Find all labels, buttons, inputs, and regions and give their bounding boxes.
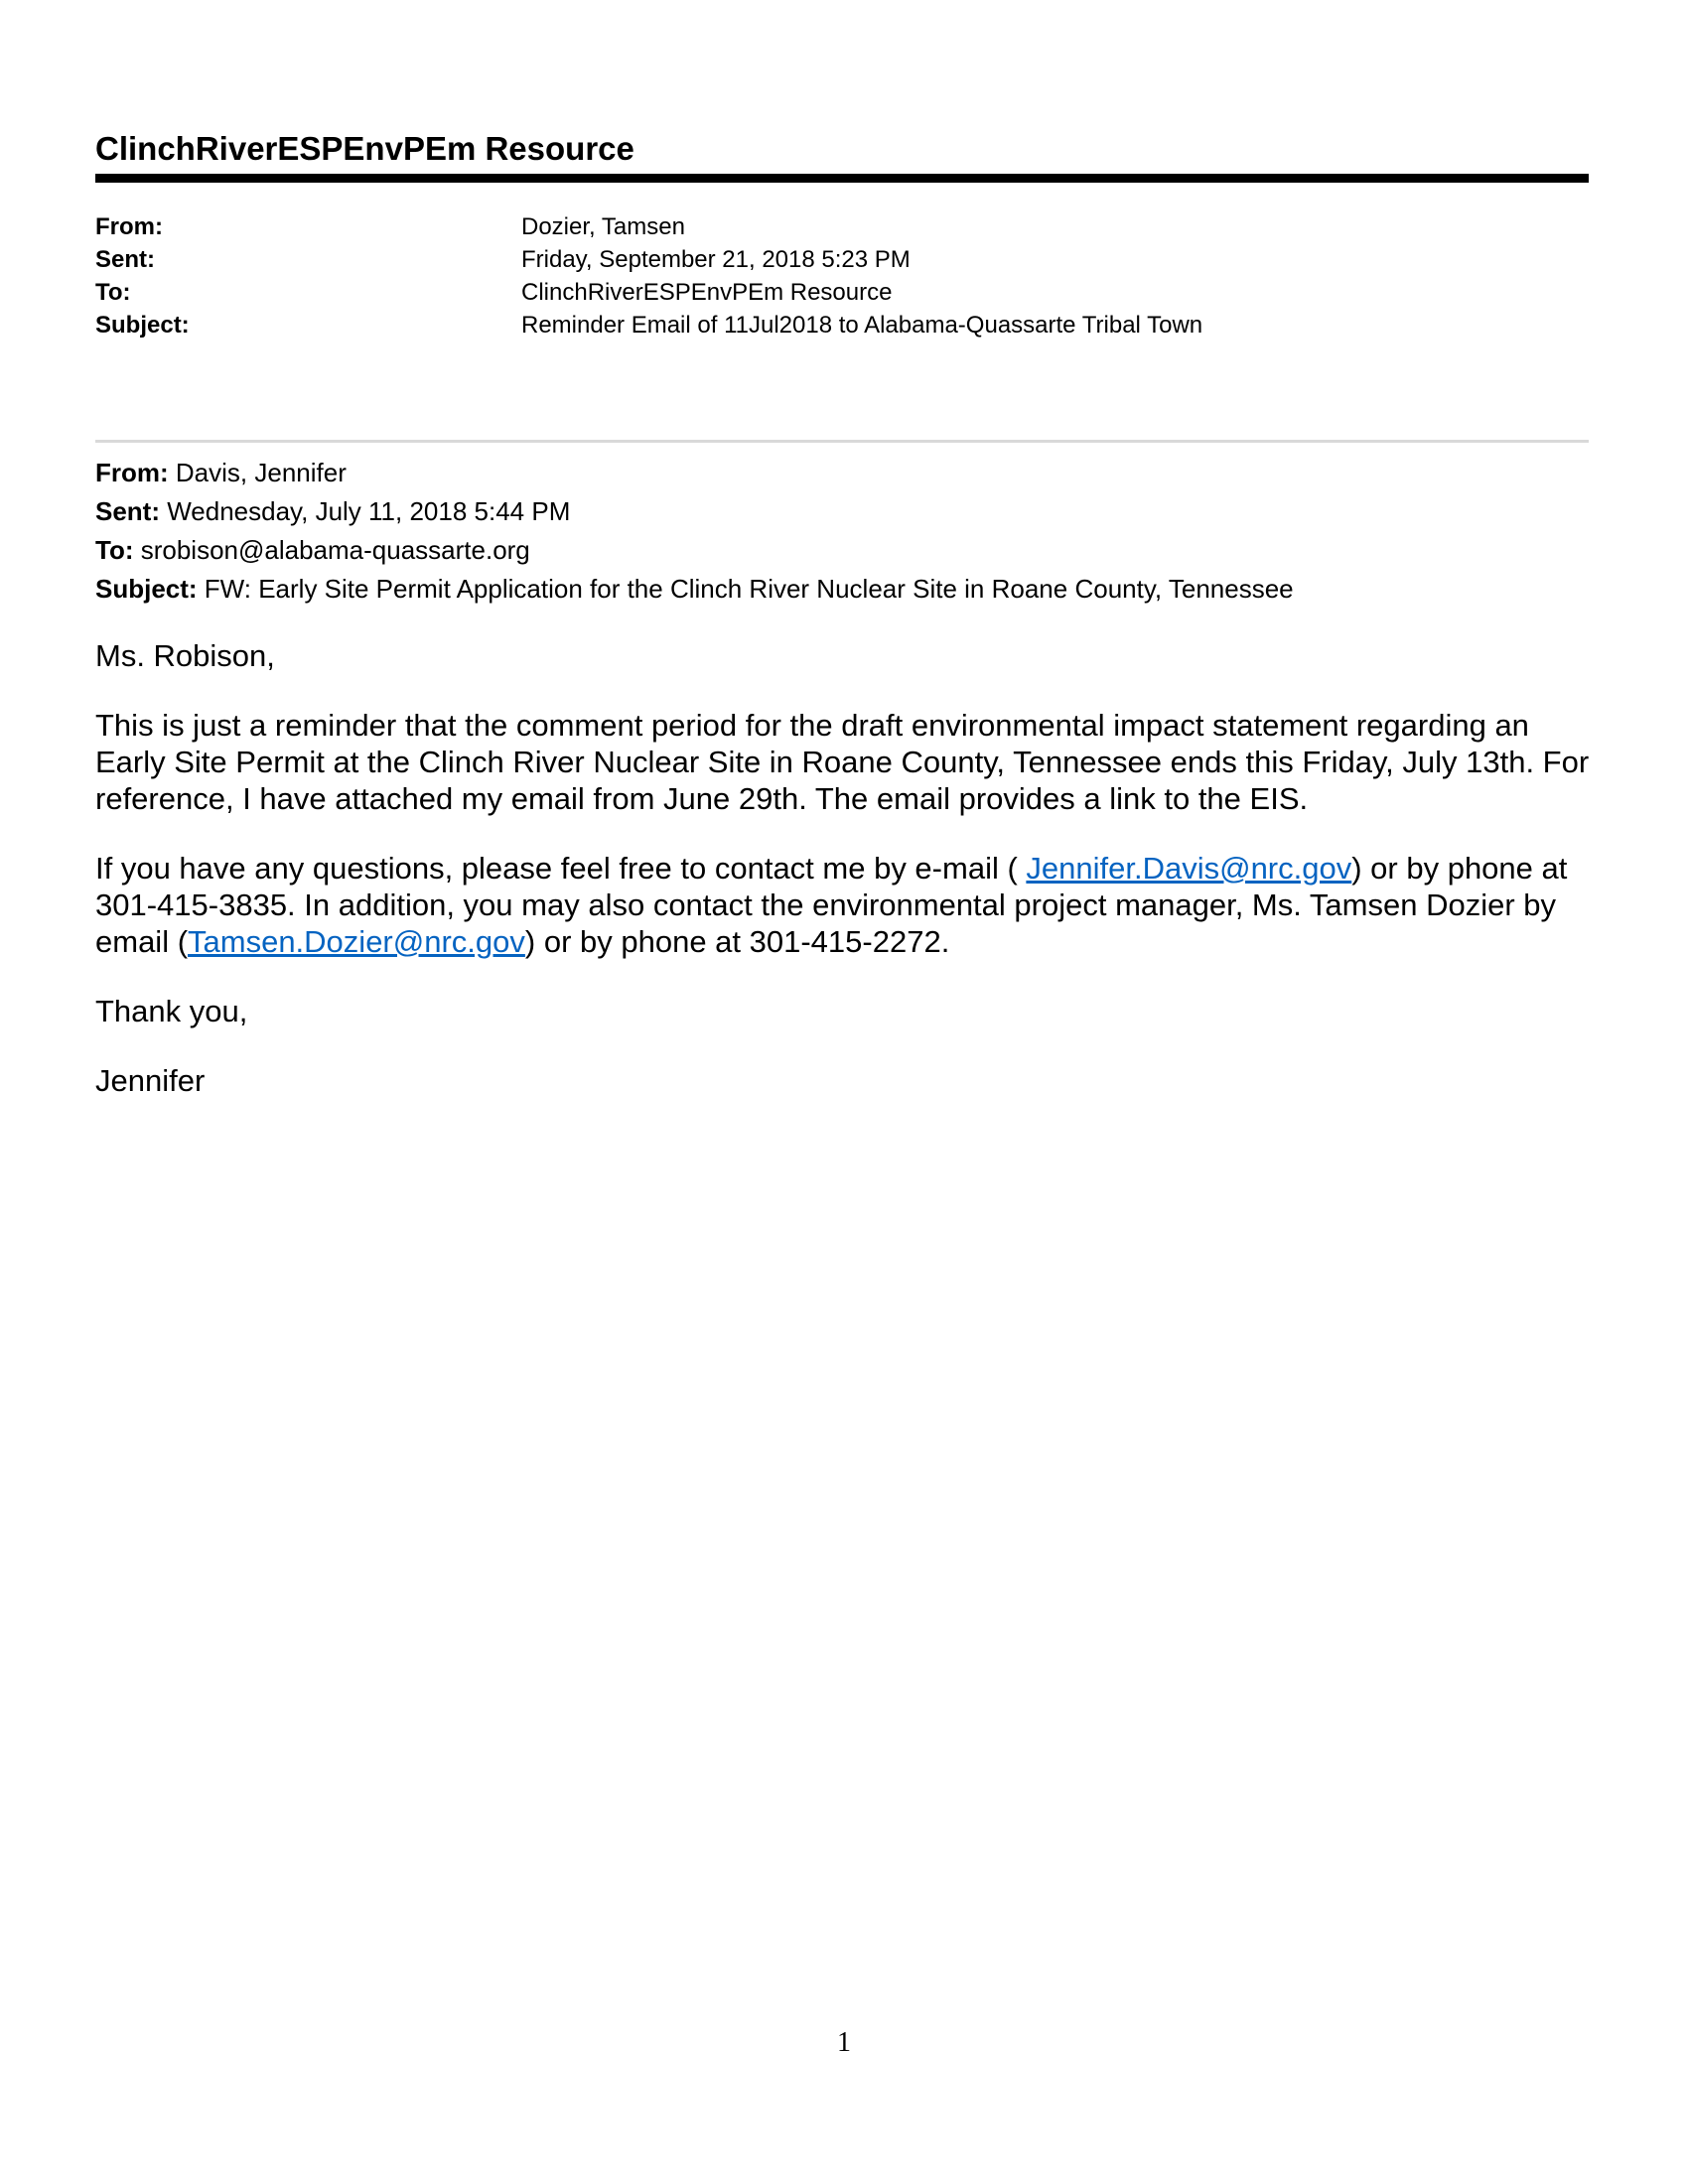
header-row [95,570,1603,609]
header-field-value: FW: Early Site Permit Application for the Clinch River Nuclear Site in Roane County, Tennessee [197,574,1294,604]
email-body [95,637,1603,1099]
header-row [95,210,1603,243]
header-field-label: To: [95,279,131,306]
header-field-value: Dozier, Tamsen [521,213,685,240]
paragraph-contact: If you have any questions, please feel free to contact me by e-mail ( Jennifer.Davis@nrc.gov) or by phone at 301-415-3835. In addition, you may also contact the environmental project manager, Ms. Tamsen Dozier by email (Tamsen.Dozier@nrc.gov) or by phone at 301-415-2272. [95,851,1568,959]
header-field-label: From: [95,213,163,240]
email-link[interactable]: Tamsen.Dozier@nrc.gov [188,924,525,959]
header-row [95,454,1603,492]
header-row [95,531,1603,570]
forwarded-message-divider [95,440,1589,443]
header-field-value: Wednesday, July 11, 2018 5:44 PM [160,496,571,526]
header-field-label: Subject: [95,312,190,339]
header-field-label: Sent: [95,496,160,526]
signature: Jennifer [95,1063,206,1098]
title-rule [95,174,1589,183]
header-field-value: Friday, September 21, 2018 5:23 PM [521,246,911,273]
header-row [95,276,1603,309]
header-row [95,492,1603,531]
paragraph-reminder: This is just a reminder that the comment period for the draft environmental impact statement regarding an Early Site Permit at the Clinch River Nuclear Site in Roane County, Tennessee ends this Friday, July 13th. For reference, I have attached my email from June 29th. The email provides a link to the EIS. [95,708,1590,816]
closing: Thank you, [95,994,248,1028]
header-row [95,243,1603,276]
header-row [95,309,1603,341]
page-number: 1 [837,2027,851,2058]
salutation: Ms. Robison, [95,638,275,673]
header-field-value: Davis, Jennifer [168,458,347,487]
header-field-label: Sent: [95,246,155,273]
forwarded-header-block [95,454,1603,609]
header-field-label: From: [95,458,169,487]
page-footer [0,2027,1688,2059]
header-field-value: srobison@alabama-quassarte.org [133,535,530,565]
header-field-label: Subject: [95,574,198,604]
document-content [95,0,1603,1099]
header-field-value: Reminder Email of 11Jul2018 to Alabama-Quassarte Tribal Town [521,312,1203,339]
header-field-label: To: [95,535,134,565]
header-field-value: ClinchRiverESPEnvPEm Resource [521,279,893,306]
resource-title: ClinchRiverESPEnvPEm Resource [95,130,634,167]
email-link[interactable]: Jennifer.Davis@nrc.gov [1026,851,1352,886]
email-header-block [95,210,1603,341]
